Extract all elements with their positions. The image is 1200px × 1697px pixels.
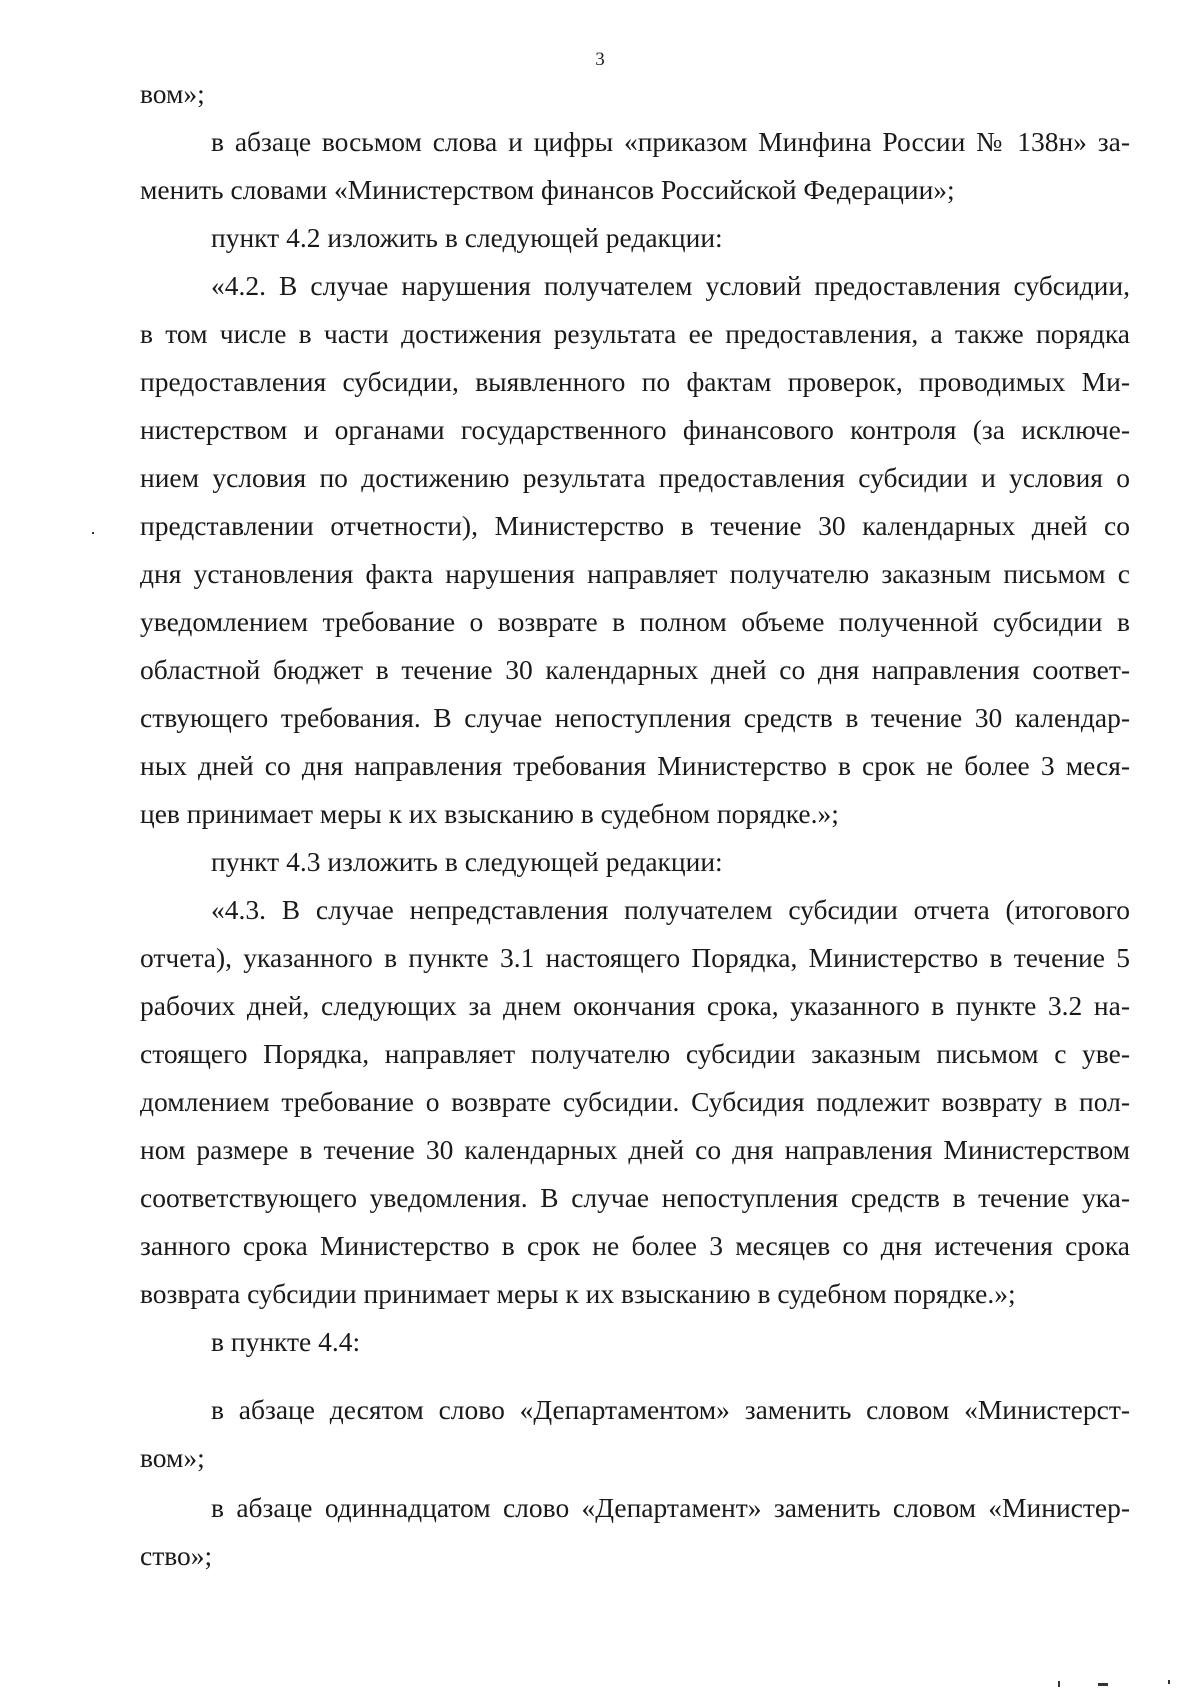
text-line: в абзаце десятом слово «Департаментом» заменить словом «Министерст- — [211, 1394, 1130, 1425]
text-line: менить словами «Министерством финансов Российской Федерации»; — [140, 174, 955, 205]
scan-speck — [92, 532, 94, 534]
page-number: 3 — [595, 49, 605, 70]
text-line: в том числе в части достижения результата ее предоставления, а также порядка — [140, 318, 1130, 349]
text-line: дня установления факта нарушения направляет получателю заказным письмом с — [140, 558, 1130, 589]
text-line: вом»; — [140, 78, 205, 109]
text-line: ном размере в течение 30 календарных дней со дня направления Министерством — [140, 1134, 1130, 1165]
text-line: уведомлением требование о возврате в полном объеме полученной субсидии в — [140, 606, 1130, 637]
scan-speck — [1098, 1683, 1108, 1686]
text-line: «4.2. В случае нарушения получателем условий предоставления субсидии, — [211, 270, 1130, 301]
text-line: вом»; — [140, 1442, 205, 1473]
text-line: возврата субсидии принимает меры к их взысканию в судебном порядке.»; — [140, 1278, 1016, 1309]
text-line: в абзаце восьмом слова и цифры «приказом Минфина России № 138н» за- — [211, 126, 1130, 157]
text-line: ство»; — [140, 1540, 213, 1571]
text-line: цев принимает меры к их взысканию в судебном порядке.»; — [140, 798, 839, 829]
text-line: пункт 4.3 изложить в следующей редакции: — [211, 846, 723, 877]
text-line: ных дней со дня направления требования Министерство в срок не более 3 меся- — [140, 750, 1130, 781]
text-line: соответствующего уведомления. В случае непоступления средств в течение ука- — [140, 1182, 1130, 1213]
text-line: в абзаце одиннадцатом слово «Департамент» заменить словом «Министер- — [211, 1492, 1130, 1523]
text-line: предоставления субсидии, выявленного по фактам проверок, проводимых Ми- — [140, 366, 1130, 397]
text-line: пункт 4.2 изложить в следующей редакции: — [211, 222, 723, 253]
scan-speck — [1058, 1681, 1060, 1687]
text-line: отчета), указанного в пункте 3.1 настоящего Порядка, Министерство в течение 5 — [140, 942, 1130, 973]
text-line: представлении отчетности), Министерство в течение 30 календарных дней со — [140, 510, 1130, 541]
text-line: областной бюджет в течение 30 календарных дней со дня направления соответ- — [140, 654, 1130, 685]
text-line: «4.3. В случае непредставления получателем субсидии отчета (итогового — [211, 894, 1130, 925]
text-line: нием условия по достижению результата предоставления субсидии и условия о — [140, 462, 1130, 493]
text-line: стоящего Порядка, направляет получателю субсидии заказным письмом с уве- — [140, 1038, 1130, 1069]
text-line: в пункте 4.4: — [211, 1326, 361, 1357]
scan-speck — [1168, 1680, 1170, 1684]
text-line: ствующего требования. В случае непоступления средств в течение 30 календар- — [140, 702, 1130, 733]
text-line: занного срока Министерство в срок не более 3 месяцев со дня истечения срока — [140, 1230, 1130, 1261]
text-line: домлением требование о возврате субсидии. Субсидия подлежит возврату в пол- — [140, 1086, 1130, 1117]
text-line: рабочих дней, следующих за днем окончания срока, указанного в пункте 3.2 на- — [140, 990, 1130, 1021]
text-line: нистерством и органами государственного финансового контроля (за исключе- — [140, 414, 1130, 445]
